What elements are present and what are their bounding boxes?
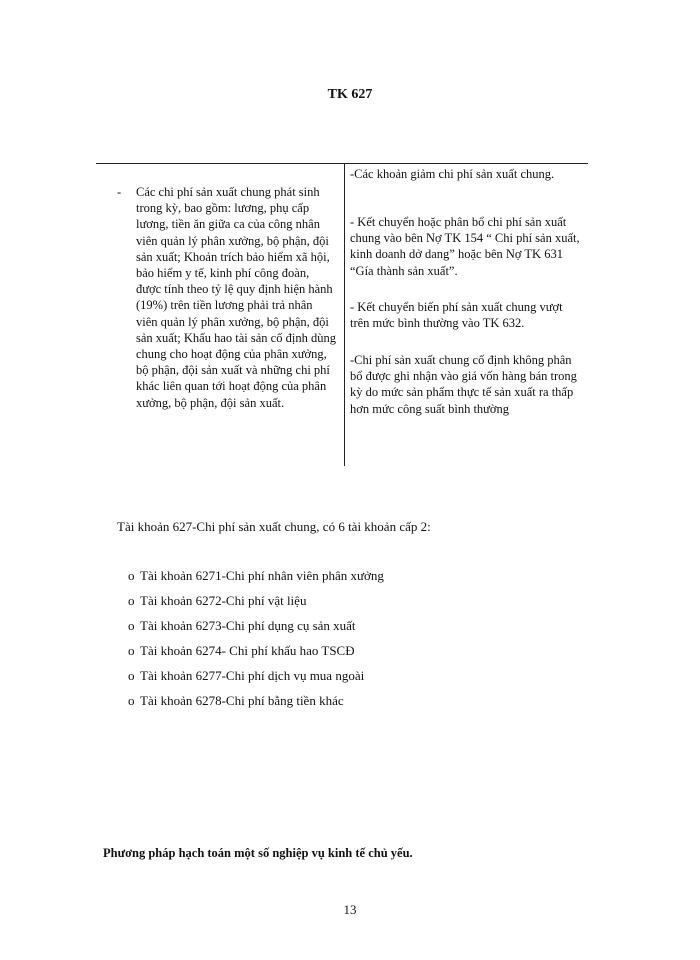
list-item [128, 567, 384, 592]
sub-accounts-intro: Tài khoản 627-Chi phí sản xuất chung, có 6 tài khoản cấp 2: [117, 519, 431, 534]
list-item [128, 617, 384, 642]
bullet-icon: o [128, 618, 135, 633]
list-item [128, 667, 384, 692]
bullet-icon: o [128, 643, 135, 658]
list-item [128, 692, 384, 717]
sub-account-label: Tài khoản 6274- Chi phí khấu hao TSCĐ [140, 643, 355, 658]
bullet-icon: o [128, 568, 135, 583]
sub-account-list [128, 567, 384, 717]
bullet-icon: o [128, 593, 135, 608]
bullet-icon: o [128, 693, 135, 708]
t-account-vertical-rule [344, 163, 345, 466]
sub-account-label: Tài khoản 6277-Chi phí dịch vụ mua ngoài [140, 668, 365, 683]
sub-account-label: Tài khoản 6273-Chi phí dụng cụ sản xuất [140, 618, 356, 633]
sub-account-label: Tài khoản 6278-Chi phí bằng tiền khác [140, 693, 344, 708]
credit-item: -Các khoản giảm chi phí sản xuất chung. [350, 167, 555, 181]
debit-text: Các chi phí sản xuất chung phát sinh trong kỳ, bao gồm: lương, phụ cấp lương, tiền ăn giữa ca của công nhân viên quản lý phân xưởng, bộ phận, đội sản xuất; Khoản trích bảo hiểm xã hội, bảo hiểm y tế, kinh phí công đoàn, được tính theo tỷ lệ quy định hiện hành (19%) trên tiền lương phải trả nhân viên quản lý phân xưởng, bộ phận, đội sản xuất; Khấu hao tài sản cố định dùng chung cho hoạt động của phân xưởng, bộ phận, đội sản xuất và những chi phí khác liên quan tới hoạt động của phân xưởng, bộ phận, đội sản xuất. [136, 185, 336, 410]
method-heading: Phương pháp hạch toán một số nghiệp vụ kinh tế chủ yếu. [103, 846, 413, 860]
debit-dash: - [117, 185, 122, 199]
list-item [128, 592, 384, 617]
bullet-icon: o [128, 668, 135, 683]
account-title: TK 627 [327, 87, 373, 102]
list-item [128, 642, 384, 667]
sub-account-label: Tài khoản 6271-Chi phí nhân viên phân xưởng [140, 568, 384, 583]
credit-item: - Kết chuyển biến phí sản xuất chung vượt trên mức bình thường vào TK 632. [350, 300, 563, 331]
credit-item: - Kết chuyển hoặc phân bổ chi phí sản xuất chung vào bên Nợ TK 154 “ Chi phí sản xuất, kinh doanh dở dang” hoặc bên Nợ TK 631 “Gía thành sản xuất”. [350, 215, 580, 278]
sub-account-label: Tài khoản 6272-Chi phí vật liệu [140, 593, 307, 608]
page-number: 13 [343, 902, 357, 917]
t-account-horizontal-rule [96, 163, 588, 164]
credit-item: -Chi phí sản xuất chung cố định không phân bổ được ghi nhận vào giá vốn hàng bán trong kỳ do mức sản phẩm thực tế sản xuất ra thấp hơn mức công suất bình thường [350, 353, 577, 416]
